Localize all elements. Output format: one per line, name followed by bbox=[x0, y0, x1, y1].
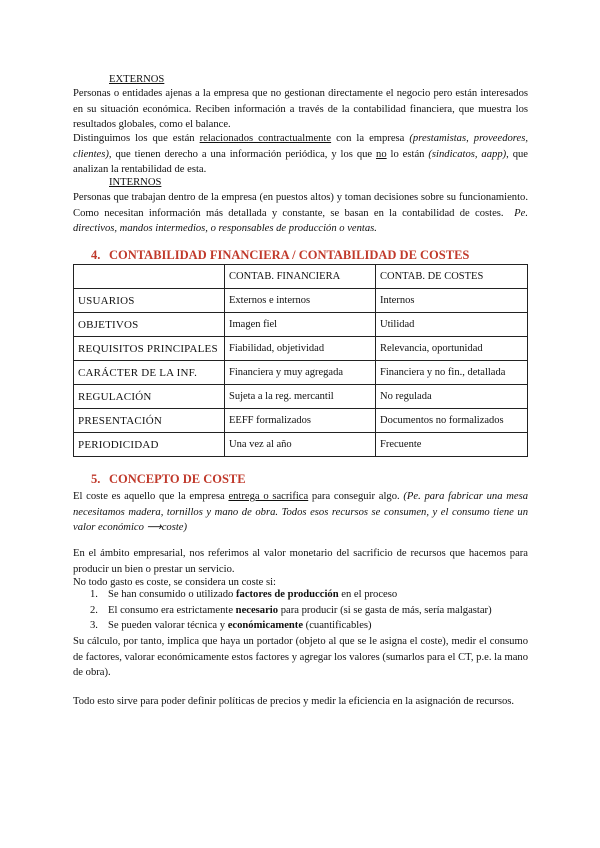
cost-conditions-list bbox=[73, 587, 528, 634]
externos-distinction-paragraph: Distinguimos los que están relacionados contractualmente con la empresa (prestamistas, proveedores, clientes), que tienen derecho a una información periódica, y los que no lo están (sindicatos, aapp), que analizan la rentabilidad de esta. bbox=[73, 133, 528, 176]
table-cell: REGULACIÓN bbox=[74, 385, 225, 409]
table-header-cell bbox=[74, 265, 225, 289]
table-cell: Fiabilidad, objetividad bbox=[225, 337, 376, 361]
table-row bbox=[74, 385, 528, 409]
condition-intro: No todo gasto es coste, se considera un coste si: bbox=[73, 577, 277, 588]
table-cell: No regulada bbox=[376, 385, 528, 409]
relacionados-contractualmente: relacionados contractualmente bbox=[199, 133, 332, 144]
table-cell: USUARIOS bbox=[74, 289, 225, 313]
table-cell: Externos e internos bbox=[225, 289, 376, 313]
comparison-table bbox=[73, 264, 528, 457]
table-cell: CARÁCTER DE LA INF. bbox=[74, 361, 225, 385]
table-header-cell: CONTAB. DE COSTES bbox=[376, 265, 528, 289]
table-cell: Relevancia, oportunidad bbox=[376, 337, 528, 361]
table-cell: PRESENTACIÓN bbox=[74, 409, 225, 433]
table-row bbox=[74, 337, 528, 361]
list-item: 2. El consumo era estrictamente necesario para producir (si se gasta de más, sería malgastar) bbox=[90, 604, 492, 616]
table-cell: OBJETIVOS bbox=[74, 313, 225, 337]
conclusion-paragraph: Todo esto sirve para poder definir políticas de precios y medir la eficiencia en la asignación de recursos. bbox=[73, 696, 515, 707]
externos-heading: EXTERNOS bbox=[109, 74, 165, 85]
section-4-title: 4. CONTABILIDAD FINANCIERA / CONTABILIDAD DE COSTES bbox=[91, 248, 470, 262]
coste-definition: El coste es aquello que la empresa entrega o sacrifica para conseguir algo. (Pe. para fabricar una mesa necesitamos madera, tornillos y mano de obra. Todos esos recursos se consumen, y el consumo tiene un valor económico ⟶coste) bbox=[73, 491, 529, 534]
table-cell: Documentos no formalizados bbox=[376, 409, 528, 433]
table-cell: Utilidad bbox=[376, 313, 528, 337]
externos-paragraph: Personas o entidades ajenas a la empresa que no gestionan directamente el negocio pero están interesados en su situación económica. Reciben información a través de la contabilidad financiera, que muestra los resultados globales, como el balance. bbox=[73, 88, 528, 131]
table-cell: Imagen fiel bbox=[225, 313, 376, 337]
table-row bbox=[74, 433, 528, 457]
table-cell: Frecuente bbox=[376, 433, 528, 457]
list-item: 3. Se pueden valorar técnica y económicamente (cuantificables) bbox=[90, 620, 372, 632]
table-cell: REQUISITOS PRINCIPALES bbox=[74, 337, 225, 361]
list-item: 1. Se han consumido o utilizado factores de producción en el proceso bbox=[90, 589, 398, 600]
section-5-title: 5. CONCEPTO DE COSTE bbox=[91, 472, 246, 486]
table-cell: Internos bbox=[376, 289, 528, 313]
table-cell: Sujeta a la reg. mercantil bbox=[225, 385, 376, 409]
ambito-paragraph: En el ámbito empresarial, nos referimos al valor monetario del sacrificio de recursos que hacemos para producir un bien o prestar un servicio. bbox=[73, 548, 528, 575]
table-cell: EEFF formalizados bbox=[225, 409, 376, 433]
table-cell: Financiera y muy agregada bbox=[225, 361, 376, 385]
internos-heading: INTERNOS bbox=[109, 177, 162, 188]
table-cell: Una vez al año bbox=[225, 433, 376, 457]
table-header-cell: CONTAB. FINANCIERA bbox=[225, 265, 376, 289]
table-cell: PERIODICIDAD bbox=[74, 433, 225, 457]
calculo-paragraph: Su cálculo, por tanto, implica que haya un portador (objeto al que se le asigna el coste), medir el consumo de factores, valorar económicamente estos factores y agregar los valores (sumarlos para el CT, p.e. la mano de obra). bbox=[73, 636, 528, 679]
table-row bbox=[74, 409, 528, 433]
table-row bbox=[74, 313, 528, 337]
table-row bbox=[74, 289, 528, 313]
table-header-row bbox=[74, 265, 528, 289]
table-cell: Financiera y no fin., detallada bbox=[376, 361, 528, 385]
internos-paragraph: Personas que trabajan dentro de la empresa (en puestos altos) y toman decisiones sobre su funcionamiento. Como necesitan información más detallada y constante, se basan en la contabilidad de costes. Pe. directivos, mandos intermedios, o responsables de producción o ventas. bbox=[73, 192, 528, 235]
table-row bbox=[74, 361, 528, 385]
